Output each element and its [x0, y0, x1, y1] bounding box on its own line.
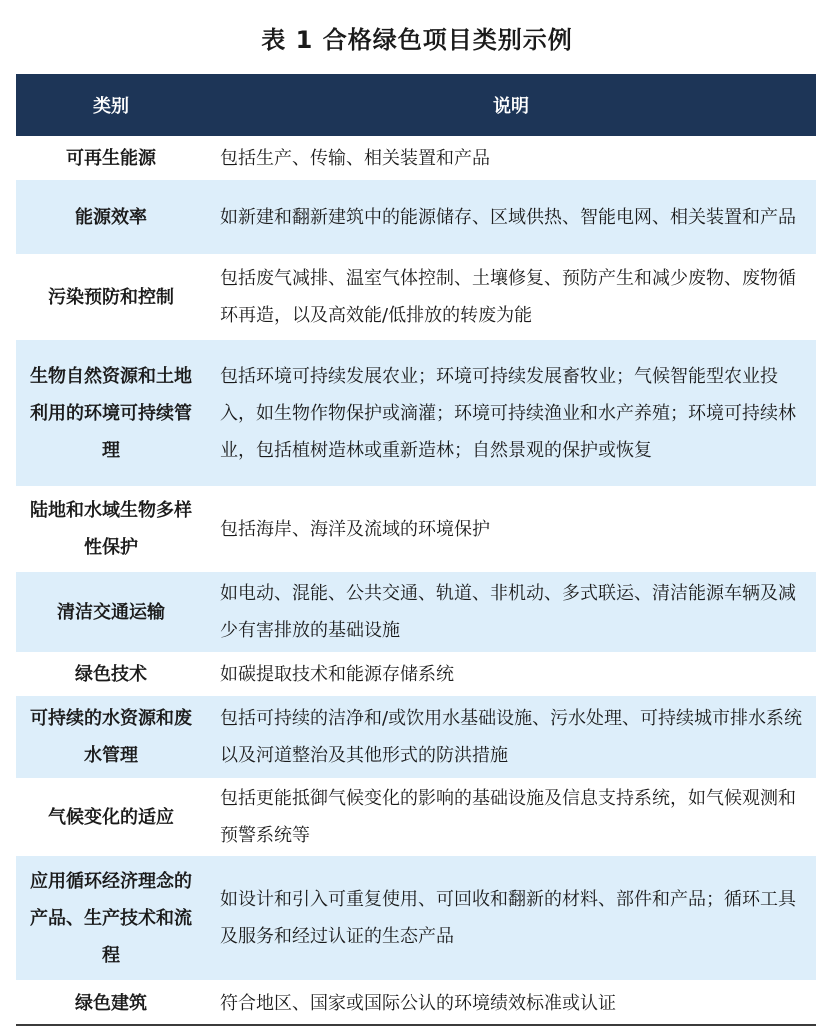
category-cell: 陆地和水域生物多样性保护: [16, 487, 206, 571]
description-cell: 包括生产、传输、相关装置和产品: [206, 137, 816, 179]
description-cell: 包括海岸、海洋及流域的环境保护: [206, 487, 816, 571]
table-row: [16, 855, 816, 981]
table-row: [16, 137, 816, 179]
table-title: 表 1 合格绿色项目类别示例: [261, 26, 573, 54]
category-cell: 绿色技术: [16, 653, 206, 695]
description-cell: 如新建和翻新建筑中的能源储存、区域供热、智能电网、相关装置和产品: [206, 179, 816, 255]
table-row: [16, 487, 816, 571]
table-row: [16, 255, 816, 339]
description-cell: 包括可持续的洁净和/或饮用水基础设施、污水处理、可持续城市排水系统以及河道整治及其他形式的防洪措施: [206, 695, 816, 779]
description-cell: 如设计和引入可重复使用、可回收和翻新的材料、部件和产品；循环工具及服务和经过认证的生态产品: [206, 855, 816, 981]
description-cell: 如电动、混能、公共交通、轨道、非机动、多式联运、清洁能源车辆及减少有害排放的基础设施: [206, 571, 816, 653]
category-cell: 气候变化的适应: [16, 779, 206, 855]
green-project-table: [16, 74, 816, 1026]
column-header-description: 说明: [206, 74, 816, 137]
description-cell: 符合地区、国家或国际公认的环境绩效标准或认证: [206, 981, 816, 1025]
category-cell: 绿色建筑: [16, 981, 206, 1025]
table-row: [16, 779, 816, 855]
table-row: [16, 653, 816, 695]
column-header-category: 类别: [16, 74, 206, 137]
table-row: [16, 179, 816, 255]
description-cell: 包括环境可持续发展农业；环境可持续发展畜牧业；气候智能型农业投入，如生物作物保护或滴灌；环境可持续渔业和水产养殖；环境可持续林业，包括植树造林或重新造林；自然景观的保护或恢复: [206, 339, 816, 487]
category-cell: 清洁交通运输: [16, 571, 206, 653]
category-cell: 可再生能源: [16, 137, 206, 179]
table-header-row: [16, 74, 816, 137]
category-cell: 应用循环经济理念的产品、生产技术和流程: [16, 855, 206, 981]
description-cell: 包括废气减排、温室气体控制、土壤修复、预防产生和减少废物、废物循环再造，以及高效能/低排放的转废为能: [206, 255, 816, 339]
category-cell: 污染预防和控制: [16, 255, 206, 339]
table-row: [16, 695, 816, 779]
category-cell: 能源效率: [16, 179, 206, 255]
table-row: [16, 339, 816, 487]
category-cell: 生物自然资源和土地利用的环境可持续管理: [16, 339, 206, 487]
category-cell: 可持续的水资源和废水管理: [16, 695, 206, 779]
description-cell: 如碳提取技术和能源存储系统: [206, 653, 816, 695]
description-cell: 包括更能抵御气候变化的影响的基础设施及信息支持系统，如气候观测和预警系统等: [206, 779, 816, 855]
table-row: [16, 571, 816, 653]
table-row: [16, 981, 816, 1025]
